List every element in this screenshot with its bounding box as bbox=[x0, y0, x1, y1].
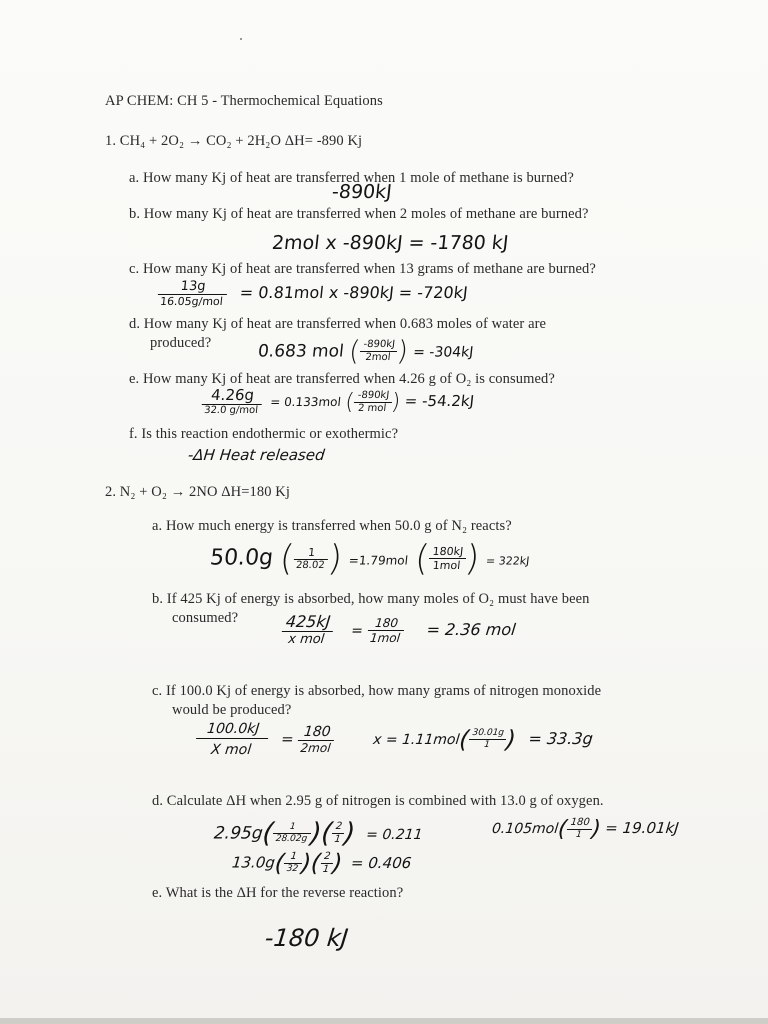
q2a-result: = 322kJ bbox=[485, 554, 531, 568]
q1c-prompt: c. How many Kj of heat are transferred when 13 grams of methane are burned? bbox=[129, 261, 596, 277]
q2b-fraction-1-den: x mol bbox=[287, 632, 326, 647]
q2d-line1-close-paren-1: ) bbox=[309, 818, 323, 849]
q2d-line2-fraction-2-num: 2 bbox=[320, 852, 334, 864]
q2b-fraction-1 bbox=[280, 614, 334, 646]
q2a-close-paren-2: ) bbox=[463, 538, 482, 579]
q1e-fraction-2-den: 2 mol bbox=[357, 402, 387, 414]
q1c-result: = 0.81mol x -890kJ = -720kJ bbox=[238, 283, 469, 302]
q1d-prompt-line2: produced? bbox=[150, 335, 212, 351]
q2c-prompt-line2: would be produced? bbox=[172, 702, 292, 718]
q2a-fraction-2-num: 180kJ bbox=[429, 546, 467, 559]
q2d-line2-fraction-1-num: 1 bbox=[284, 852, 303, 864]
q2d-work-line2 bbox=[231, 849, 413, 877]
q2c-prompt-line1: c. If 100.0 Kj of energy is absorbed, how many grams of nitrogen monoxide bbox=[152, 683, 602, 699]
q2e-prompt: e. What is the ΔH for the reverse reaction? bbox=[152, 885, 404, 901]
q2d-line1-open-paren-1: ( bbox=[261, 818, 275, 849]
q2d-line1-open-paren-2: ( bbox=[319, 818, 334, 849]
q2d-line1-fraction-2-num: 2 bbox=[332, 822, 346, 834]
q2c-close-paren: ) bbox=[504, 725, 518, 754]
q2b-fraction-1-num: 425kJ bbox=[282, 614, 334, 632]
page-speck bbox=[240, 38, 242, 40]
q2a-close-paren-1: ) bbox=[326, 538, 345, 579]
q2c-fraction-1 bbox=[194, 722, 270, 757]
page-title: AP CHEM: CH 5 - Thermochemical Equations bbox=[105, 93, 383, 109]
q2a-fraction-2-den: 1mol bbox=[432, 559, 461, 572]
q2d-side-open-paren: ( bbox=[556, 816, 569, 842]
q1c-fraction-num: 13g bbox=[158, 280, 228, 295]
q2c-fraction-3 bbox=[468, 729, 508, 750]
q2e-answer: -180 kJ bbox=[263, 924, 350, 952]
q2a-open-paren-2: ( bbox=[413, 538, 432, 579]
q1c-work bbox=[157, 280, 469, 307]
page-bottom-edge bbox=[0, 1018, 768, 1024]
q2c-fraction-2-num: 180 bbox=[298, 725, 336, 741]
q1e-fraction-1-den: 32.0 g/mol bbox=[203, 405, 259, 416]
q2b-fraction-2 bbox=[366, 617, 405, 644]
q2d-work-side bbox=[491, 816, 680, 842]
q2d-line2-open-paren-1: ( bbox=[273, 849, 286, 877]
q1e-open-paren: ( bbox=[343, 389, 356, 415]
q2b-result: = 2.36 mol bbox=[425, 619, 517, 639]
q1d-work bbox=[256, 336, 475, 367]
q1d-fraction-num: -890kJ bbox=[360, 340, 399, 352]
q1d-close-paren: ) bbox=[395, 336, 410, 367]
q2c-fraction-2 bbox=[297, 725, 336, 754]
q2d-line1-fraction-1-num: 1 bbox=[273, 823, 312, 834]
q2d-line2-lead: 13.0g bbox=[231, 853, 276, 872]
q2a-fraction-1 bbox=[292, 547, 329, 571]
q2d-line2-result: = 0.406 bbox=[350, 853, 413, 872]
q2c-equals: = bbox=[280, 730, 295, 748]
q2a-lead: 50.0g bbox=[208, 545, 275, 571]
q2d-line2-fraction-1-den: 32 bbox=[286, 864, 299, 874]
q2d-line2-close-paren-2: ) bbox=[331, 849, 344, 877]
q2c-fraction-3-den: 1 bbox=[483, 740, 491, 750]
q2c-work bbox=[194, 722, 594, 757]
q2a-prompt: a. How much energy is transferred when 50.0 g of N₂ reacts? bbox=[152, 518, 512, 534]
q2c-fraction-1-den: X mol bbox=[210, 742, 252, 758]
q2b-fraction-2-den: 1mol bbox=[369, 630, 401, 645]
q2d-work-line1 bbox=[212, 818, 424, 849]
q2a-work bbox=[208, 538, 532, 579]
q2d-side-result: = 19.01kJ bbox=[604, 819, 680, 837]
q2d-line1-fraction-1 bbox=[272, 823, 312, 844]
q2d-side-fraction-num: 180 bbox=[567, 818, 593, 830]
q1d-fraction bbox=[359, 340, 399, 363]
q1d-prompt-line1: d. How many Kj of heat are transferred when 0.683 moles of water are bbox=[129, 316, 547, 332]
q2b-prompt-line1: b. If 425 Kj of energy is absorbed, how many moles of O₂ must have been bbox=[152, 591, 590, 607]
q2d-side-close-paren: ) bbox=[590, 816, 603, 842]
q2-equation: 2. N₂ + O₂ → 2NO ΔH=180 Kj bbox=[105, 484, 290, 500]
q2d-line1-lead: 2.95g bbox=[212, 823, 264, 844]
q2d-side-lead: 0.105mol bbox=[491, 821, 560, 837]
q2a-fraction-1-num: 1 bbox=[294, 547, 330, 560]
q2d-line1-result: = 0.211 bbox=[365, 826, 424, 843]
q1c-fraction-den: 16.05g/mol bbox=[159, 295, 224, 308]
q2d-prompt: d. Calculate ΔH when 2.95 g of nitrogen is combined with 13.0 g of oxygen. bbox=[152, 793, 604, 809]
q1e-work bbox=[201, 388, 476, 416]
q1b-answer: 2mol x -890kJ = -1780 kJ bbox=[270, 232, 510, 254]
q2c-fraction-1-num: 100.0kJ bbox=[196, 722, 270, 739]
q1e-fraction-1 bbox=[201, 388, 264, 416]
q1d-fraction-den: 2mol bbox=[364, 352, 391, 363]
q2d-line2-close-paren-1: ) bbox=[300, 849, 313, 877]
q1a-prompt: a. How many Kj of heat are transferred when 1 mole of methane is burned? bbox=[129, 170, 574, 186]
q1d-result: = -304kJ bbox=[412, 344, 475, 361]
q2c-fraction-2-den: 2mol bbox=[299, 741, 332, 755]
q2b-fraction-2-num: 180 bbox=[368, 617, 405, 631]
q1b-prompt: b. How many Kj of heat are transferred when 2 moles of methane are burned? bbox=[129, 206, 589, 222]
q2a-fraction-2 bbox=[428, 546, 467, 571]
q2c-fraction-3-num: 30.01g bbox=[469, 729, 508, 740]
q2b-work: $\frac{425kJ}{\text{x mol}}$ = $\frac{180}{\text{1mol}}$ = 2.36 mol bbox=[280, 614, 517, 646]
q1e-mid: = 0.133mol bbox=[269, 395, 342, 409]
q1e-result: = -54.2kJ bbox=[403, 392, 476, 410]
q1-equation: 1. CH₄ + 2O₂ → CO₂ + 2H₂O ΔH= -890 Kj bbox=[105, 133, 363, 149]
q1e-prompt: e. How many Kj of heat are transferred when 4.26 g of O₂ is consumed? bbox=[129, 371, 555, 387]
q1a-answer: -890kJ bbox=[330, 181, 393, 203]
q2d-line1-fraction-1-den: 28.02g bbox=[275, 834, 308, 844]
q2d-side-fraction-den: 1 bbox=[575, 830, 583, 840]
q1f-answer: -ΔH Heat released bbox=[187, 446, 326, 464]
q2c-moles: x = 1.11mol bbox=[372, 732, 461, 748]
q2a-fraction-1-den: 28.02 bbox=[295, 559, 326, 571]
q1e-fraction-2-num: -890kJ bbox=[354, 391, 393, 403]
q2c-open-paren: ( bbox=[457, 725, 471, 754]
q1d-open-paren: ( bbox=[347, 336, 362, 367]
q2d-side-fraction bbox=[566, 818, 593, 840]
q1d-lead: 0.683 mol bbox=[256, 341, 345, 362]
q2b-prompt-line2: consumed? bbox=[172, 610, 239, 626]
q1c-fraction bbox=[157, 280, 229, 307]
q2a-mid: =1.79mol bbox=[348, 553, 409, 568]
q1e-fraction-2 bbox=[353, 391, 393, 414]
q2a-open-paren-1: ( bbox=[277, 538, 296, 579]
q2d-line2-open-paren-2: ( bbox=[309, 849, 322, 877]
q2d-line1-fraction-2-den: 1 bbox=[333, 834, 342, 845]
q2d-line2-fraction-2-den: 1 bbox=[322, 863, 330, 875]
q1e-fraction-1-num: 4.26g bbox=[202, 388, 264, 405]
q1e-close-paren: ) bbox=[390, 389, 402, 415]
q2d-line1-close-paren-2: ) bbox=[342, 818, 357, 849]
q1f-prompt: f. Is this reaction endothermic or exothermic? bbox=[129, 426, 399, 442]
q2c-result: = 33.3g bbox=[527, 729, 594, 748]
